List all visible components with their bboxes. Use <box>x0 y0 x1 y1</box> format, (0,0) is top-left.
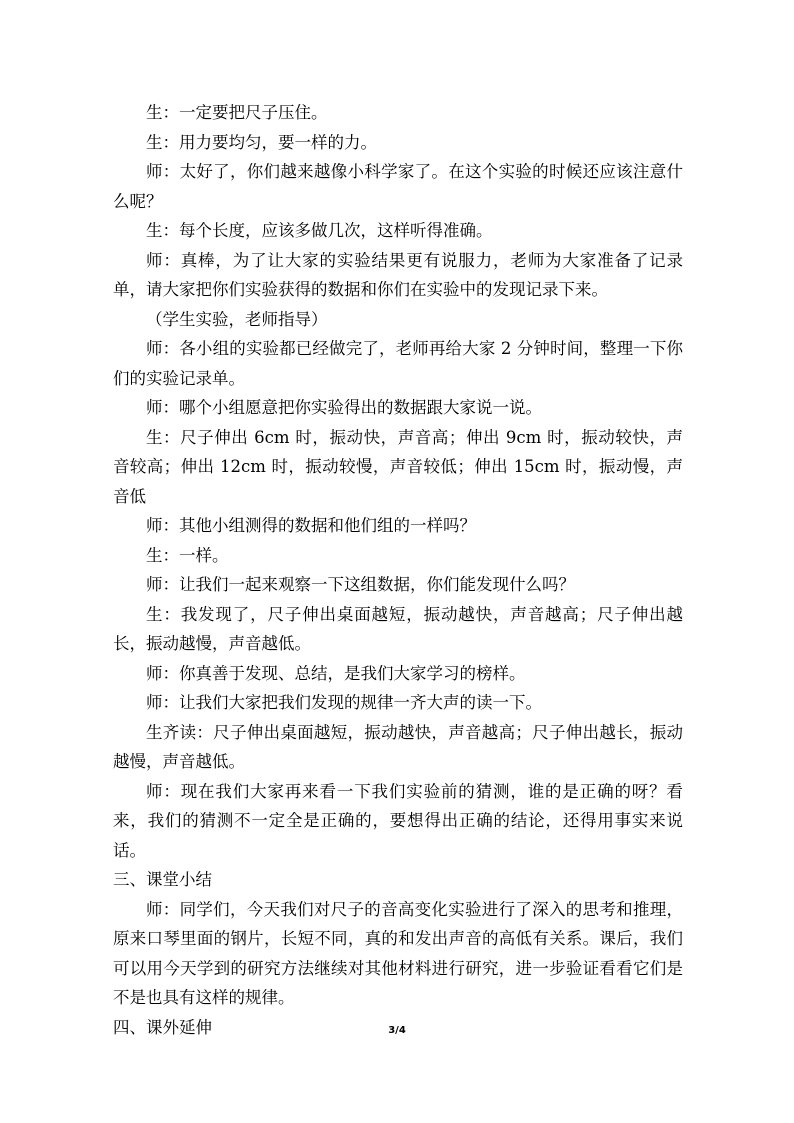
paragraph: （学生实验，老师指导） <box>146 309 328 329</box>
paragraph: 生：用力要均匀，要一样的力。 <box>146 132 377 152</box>
paragraph: 师：你真善于发现、总结，是我们大家学习的榜样。 <box>146 663 526 683</box>
document-body <box>113 98 683 1042</box>
paragraph: 师：同学们，今天我们对尺子的音高变化实验进行了深入的思考和推理，原来口琴里面的钢片，长短不同，真的和发出声音的高低有关系。课后，我们可以用今天学到的研究方法继续对其他材料进行研究，进一步验证看看它们是不是也具有这样的规律。 <box>113 899 683 1007</box>
paragraph: 生：每个长度，应该多做几次，这样听得准确。 <box>146 221 493 240</box>
paragraph: 生：一定要把尺子压住。 <box>146 103 328 122</box>
paragraph: 师：哪个小组愿意把你实验得出的数据跟大家说一说。 <box>146 398 542 417</box>
page-number: 3/4 <box>388 1025 406 1036</box>
paragraph: 师：真棒，为了让大家的实验结果更有说服力，老师为大家准备了记录单，请大家把你们实验获得的数据和你们在实验中的发现记录下来。 <box>113 250 683 299</box>
paragraph: 生：一样。 <box>146 545 229 565</box>
paragraph: 师：现在我们大家再来看一下我们实验前的猜测，谁的是正确的呀？看来，我们的猜测不一定全是正确的，要想得出正确的结论，还得用事实来说话。 <box>113 781 683 860</box>
paragraph: 生：尺子伸出 6cm 时，振动快，声音高；伸出 9cm 时，振动较快，声音较高；伸出 12cm 时，振动较慢，声音较低；伸出 15cm 时，振动慢，声音低 <box>113 427 683 506</box>
section-heading: 四、课外延伸 <box>113 1017 212 1037</box>
paragraph: 师：太好了，你们越来越像小科学家了。在这个实验的时候还应该注意什么呢？ <box>113 162 683 211</box>
paragraph: 生齐读：尺子伸出桌面越短，振动越快，声音越高；尺子伸出越长，振动越慢，声音越低。 <box>113 722 683 771</box>
paragraph: 师：让我们一起来观察一下这组数据，你们能发现什么吗？ <box>146 575 575 594</box>
paragraph: 师：其他小组测得的数据和他们组的一样吗？ <box>146 516 476 535</box>
paragraph: 生：我发现了，尺子伸出桌面越短，振动越快，声音越高；尺子伸出越长，振动越慢，声音越低。 <box>113 604 683 653</box>
paragraph: 师：各小组的实验都已经做完了，老师再给大家 2 分钟时间，整理一下你们的实验记录单。 <box>113 339 683 388</box>
paragraph: 师：让我们大家把我们发现的规律一齐大声的读一下。 <box>146 693 542 712</box>
section-heading: 三、课堂小结 <box>113 870 212 889</box>
